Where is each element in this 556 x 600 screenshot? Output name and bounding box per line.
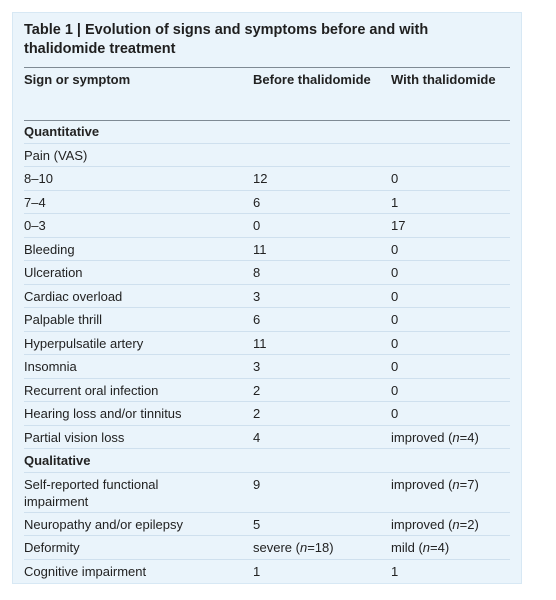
before-value: 11	[253, 241, 267, 257]
with-value: 0	[391, 382, 399, 398]
before-value: 4	[253, 429, 261, 445]
table-title-text: Evolution of signs and symptoms before and with thalidomide treatment	[24, 22, 429, 57]
row-label: Hyperpulsatile artery	[24, 335, 144, 351]
with-value: 17	[391, 218, 406, 233]
table-row	[13, 563, 521, 586]
with-value: improved (n=4)	[391, 429, 479, 445]
row-separator	[24, 166, 510, 167]
row-separator	[24, 354, 510, 355]
header-before-thalidomide: Before thalidomide	[253, 72, 371, 87]
row-label: Hearing loss and/or tinnitus	[24, 406, 182, 421]
row-separator	[24, 237, 510, 238]
table-number: Table 1 |	[24, 22, 81, 38]
row-label: Deformity	[24, 540, 80, 555]
before-value: 2	[253, 382, 261, 398]
row-label: Ulceration	[24, 265, 83, 280]
before-value: 3	[253, 359, 261, 374]
table-title	[24, 21, 504, 59]
row-separator	[24, 260, 510, 261]
with-value: 0	[391, 171, 399, 186]
with-value: 1	[391, 563, 399, 579]
row-label: 7–4	[24, 194, 46, 210]
row-label: Cognitive impairment	[24, 563, 147, 579]
before-value: 9	[253, 476, 261, 492]
header-bottom-rule	[24, 120, 510, 121]
table-row	[13, 476, 521, 516]
section-label: Quantitative	[24, 124, 100, 139]
with-value: improved (n=2)	[391, 516, 479, 532]
with-value: 0	[391, 406, 399, 421]
with-value: improved (n=7)	[391, 476, 479, 492]
row-label: Bleeding	[24, 241, 75, 257]
header-top-rule	[24, 67, 510, 68]
header-sign-or-symptom: Sign or symptom	[24, 72, 131, 87]
row-label: 8–10	[24, 171, 53, 186]
row-label: Palpable thrill	[24, 312, 103, 327]
row-separator	[24, 307, 510, 308]
with-value: 0	[391, 265, 399, 280]
row-label: Partial vision loss	[24, 429, 125, 445]
row-separator	[24, 559, 510, 560]
section-label: Qualitative	[24, 453, 91, 468]
before-value: 0	[253, 218, 261, 233]
row-separator	[24, 425, 510, 426]
before-value: severe (n=18)	[253, 540, 334, 555]
before-value: 2	[253, 406, 261, 421]
row-separator	[24, 331, 510, 332]
row-separator	[24, 190, 510, 191]
before-value: 11	[253, 335, 267, 351]
row-label: 0–3	[24, 218, 46, 233]
row-label: Self-reported functional impairment	[24, 476, 159, 509]
row-separator	[24, 535, 510, 536]
row-separator	[24, 143, 510, 144]
row-separator	[24, 401, 510, 402]
before-value: 6	[253, 312, 261, 327]
before-value: 1	[253, 563, 261, 579]
before-value: 12	[253, 171, 268, 186]
row-separator	[24, 213, 510, 214]
with-value: 0	[391, 241, 399, 257]
row-separator	[24, 472, 510, 473]
row-separator	[24, 378, 510, 379]
header-with-thalidomide: With thalidomide	[391, 72, 496, 87]
row-separator	[24, 284, 510, 285]
before-value: 6	[253, 194, 261, 210]
row-label: Recurrent oral infection	[24, 382, 159, 398]
before-value: 8	[253, 265, 261, 280]
row-label: Cardiac overload	[24, 288, 123, 304]
table-card	[12, 12, 522, 584]
before-value: 3	[253, 288, 261, 304]
row-label: Insomnia	[24, 359, 77, 374]
with-value: 1	[391, 194, 399, 210]
with-value: 0	[391, 359, 399, 374]
before-value: 5	[253, 516, 261, 532]
row-separator	[24, 512, 510, 513]
with-value: 0	[391, 288, 399, 304]
row-label: Neuropathy and/or epilepsy	[24, 516, 183, 532]
row-label: Pain (VAS)	[24, 147, 88, 163]
with-value: 0	[391, 312, 399, 327]
with-value: mild (n=4)	[391, 540, 450, 555]
with-value: 0	[391, 335, 399, 351]
row-separator	[24, 448, 510, 449]
